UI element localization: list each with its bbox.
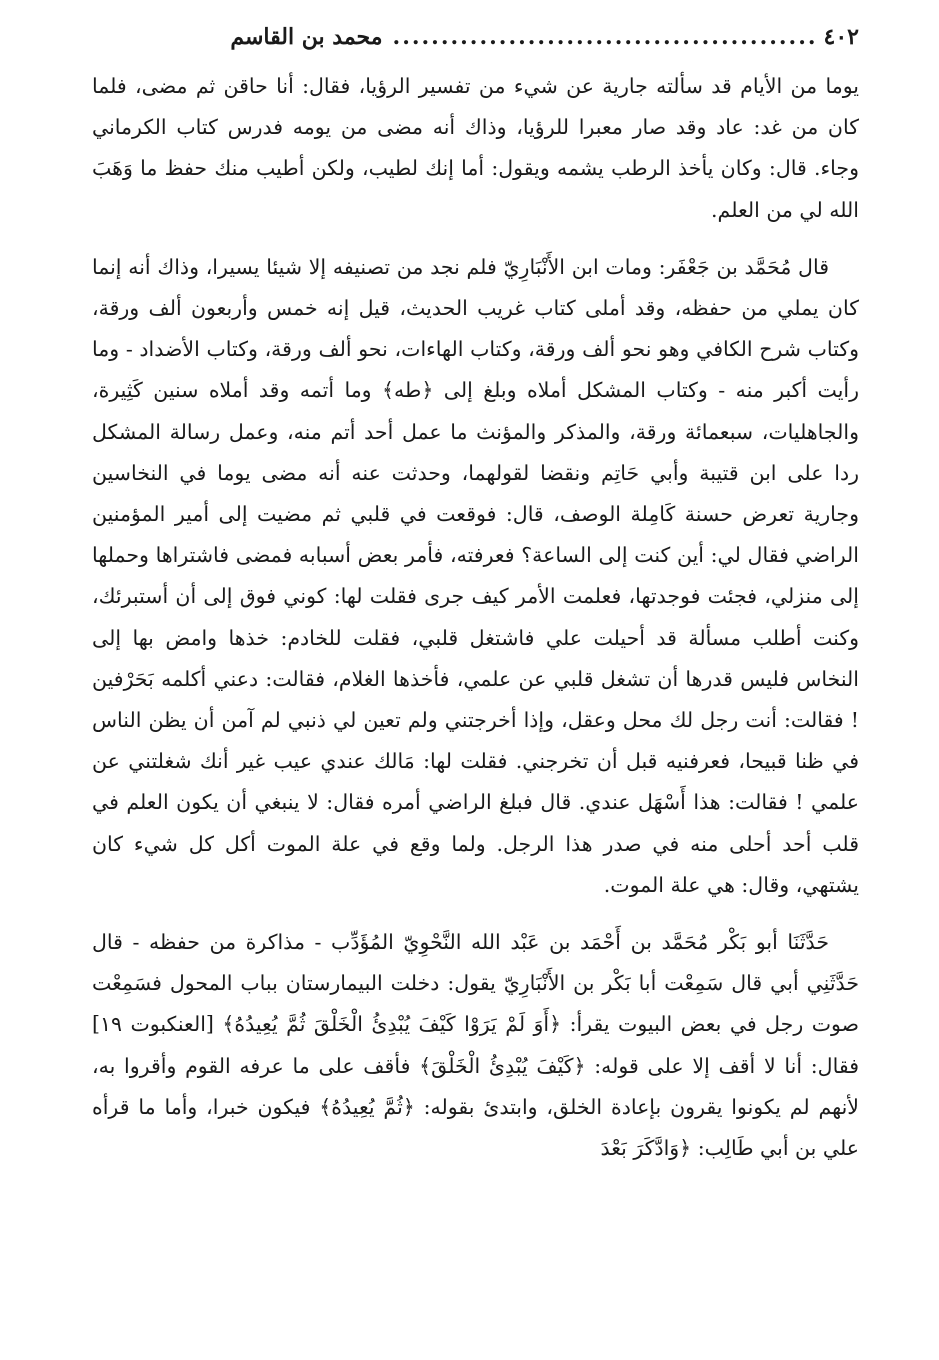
paragraph-3: حَدَّثَنَا أبو بَكْر مُحَمَّد بن أَحْمَد بن عَبْد الله النَّحْوِيّ المُؤَدِّب - مذاكرة من حفظه - قال حَدَّثَنِي أبي قال سَمِعْت أبا بَكْر بن الأَنْبَارِيّ يقول: دخلت البيمارستان بباب المحول فسَمِعْت صوت رجل في بعض البيوت يقرأ: ﴿أَوَ لَمْ يَرَوْا كَيْفَ يُبْدِئُ الْخَلْقَ ثُمَّ يُعِيدُهُ﴾ [العنكبوت ١٩] فقال: أنا لا أقف إلا على قوله: ﴿كَيْفَ يُبْدِئُ الْخَلْقَ﴾ فأقف على ما عرفه القوم وأقروا به، لأنهم لم يكونوا يقرون بإعادة الخلق، وابتدئ بقوله: ﴿ثُمَّ يُعِيدُهُ﴾ فيكون خبرا، وأما ما قرأه علي بن أبي طَالِب: ﴿وَادَّكَرَ بَعْدَ <box>92 930 859 1161</box>
page-header <box>92 24 859 66</box>
paragraph-1: يوما من الأيام قد سألته جارية عن شيء من تفسير الرؤيا، فقال: أنا حاقن ثم مضى، فلما كان من غد: عاد وقد صار معبرا للرؤيا، وذاك أنه مضى من يومه فدرس كتاب الكرماني وجاء. قال: وكان يأخذ الرطب يشمه ويقول: أما إنك لطيب، ولكن أطيب منك حفظ ما وَهَبَ الله لي من العلم. <box>92 74 859 222</box>
header-leader-dots: ............................................ <box>392 24 818 50</box>
running-title: محمد بن القاسم <box>230 24 383 50</box>
page-number: ٤٠٢ <box>823 24 859 50</box>
paragraph-2: قال مُحَمَّد بن جَعْفَر: ومات ابن الأَنْبَارِيّ فلم نجد من تصنيفه إلا شيئا يسيرا، وذاك أنه إنما كان يملي من حفظه، وقد أملى كتاب غريب الحديث، قيل إنه خمس وأربعون ألف ورقة، وكتاب شرح الكافي وهو نحو ألف ورقة، وكتاب الهاءات، نحو ألف ورقة، وكتاب الأضداد - وما رأيت أكبر منه - وكتاب المشكل أملاه وبلغ إلى ﴿طه﴾ وما أتمه وقد أملاه سنين كَثِيرة، والجاهليات، سبعمائة ورقة، والمذكر والمؤنث ما عمل أحد أتم منه، وعمل رسالة المشكل ردا على ابن قتيبة وأبي حَاتِم ونقضا لقولهما، وحدثت عنه أنه مضى يوما في النخاسين وجارية تعرض حسنة كَامِلة الوصف، قال: فوقعت في قلبي ثم مضيت إلى أمير المؤمنين الراضي فقال لي: أين كنت إلى الساعة؟ فعرفته، فأمر بعض أسبابه فمضى فاشتراها وحملها إلى منزلي، فجئت فوجدتها، فعلمت الأمر كيف جرى فقلت لها: كوني فوق إلى أن أستبرئك، وكنت أطلب مسألة قد أحيلت علي فاشتغل قلبي، فقلت للخادم: خذها وامض بها إلى النخاس فليس قدرها أن تشغل قلبي عن علمي، فأخذها الغلام، فقالت: دعني أكلمه بَحَرْفين ! فقالت: أنت رجل لك محل وعقل، وإذا أخرجتني ولم تعين لي ذنبي لم آمن أن يظن الناس في ظنا قبيحا، فعرفنيه قبل أن تخرجني. فقلت لها: مَالك عندي عيب غير أنك شغلتني عن علمي ! فقالت: هذا أَسْهَل عندي. قال فبلغ الراضي أمره فقال: لا ينبغي أن يكون العلم في قلب أحد أحلى منه في صدر هذا الرجل. ولما وقع في علة الموت أكل كل شيء كان يشتهي، وقال: هي علة الموت. <box>92 254 859 897</box>
